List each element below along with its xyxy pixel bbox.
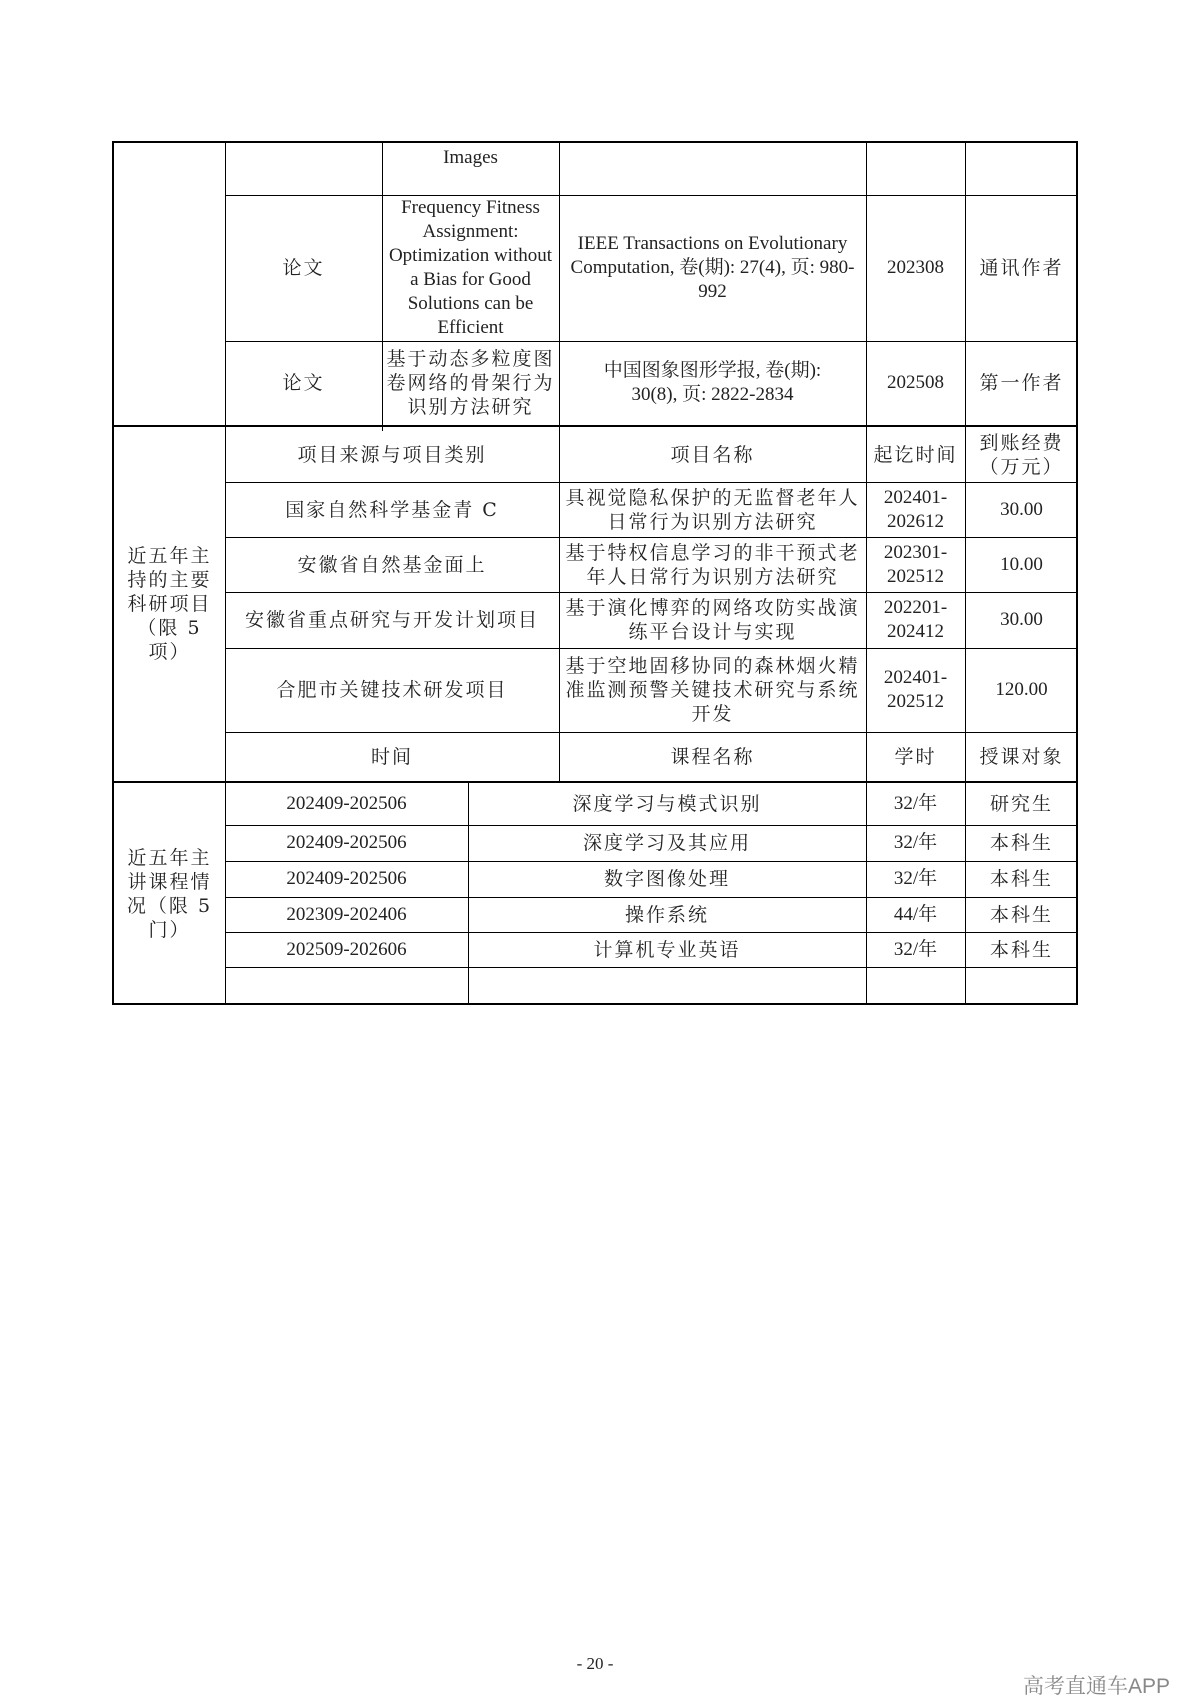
project-name: 基于演化博弈的网络攻防实战演练平台设计与实现	[565, 597, 860, 643]
page-number: - 20 -	[576, 1654, 614, 1673]
course-time: 202409-202506	[286, 832, 407, 853]
course-time: 202409-202506	[286, 868, 407, 889]
paper-venue: 中国图象图形学报, 卷(期): 30(8), 页: 2822-2834	[603, 360, 822, 405]
paper-date: 202508	[887, 372, 944, 393]
course-hours: 44/年	[893, 903, 938, 925]
course-hours: 32/年	[893, 938, 938, 960]
projects-section-label: 近五年主持的主要科研项目（限 5 项）	[127, 545, 212, 663]
course-hours: 32/年	[893, 793, 938, 814]
course-name: 深度学习及其应用	[582, 832, 751, 854]
project-name: 基于特权信息学习的非干预式老年人日常行为识别方法研究	[565, 541, 860, 588]
project-source: 国家自然科学基金青 C	[285, 498, 499, 521]
courses-header-hours: 学时	[894, 745, 937, 768]
course-time: 202409-202506	[286, 793, 407, 814]
project-period: 202401-202512	[883, 667, 948, 712]
courses-header-audience: 授课对象	[979, 745, 1064, 768]
project-funding: 30.00	[1000, 498, 1043, 520]
projects-header-funding: 到账经费（万元）	[979, 431, 1064, 478]
courses-section-label: 近五年主讲课程情况（限 5 门）	[126, 847, 213, 941]
project-source: 合肥市关键技术研发项目	[276, 679, 508, 701]
project-period: 202201-202412	[883, 597, 948, 642]
projects-header-source: 项目来源与项目类别	[297, 443, 487, 466]
paper-type: 论文	[282, 257, 325, 279]
paper-role: 通讯作者	[979, 257, 1064, 279]
project-funding: 10.00	[1000, 553, 1043, 575]
project-name: 基于空地固移协同的森林烟火精准监测预警关键技术研究与系统开发	[565, 655, 860, 725]
course-name: 深度学习与模式识别	[572, 793, 762, 815]
course-audience: 本科生	[989, 832, 1053, 854]
paper-title: Images	[443, 147, 498, 168]
row-divider	[225, 967, 1078, 968]
course-audience: 本科生	[989, 903, 1053, 926]
projects-header-name: 项目名称	[670, 443, 755, 466]
paper-title: Frequency Fitness Assignment: Optimization without a Bias for Good Solutions can be Efficient	[388, 197, 553, 338]
course-name: 计算机专业英语	[593, 938, 741, 961]
courses-header-time: 时间	[370, 745, 413, 768]
watermark: 高考直通车APP	[1022, 1675, 1170, 1698]
project-funding: 30.00	[1000, 609, 1043, 630]
paper-venue: IEEE Transactions on Evolutionary Computation, 卷(期): 27(4), 页: 980-992	[570, 233, 855, 302]
project-source: 安徽省自然基金面上	[297, 553, 487, 576]
course-audience: 本科生	[989, 938, 1053, 961]
projects-header-period: 起讫时间	[873, 443, 958, 466]
course-time: 202309-202406	[286, 903, 407, 925]
table-frame	[112, 141, 1078, 1005]
course-time: 202509-202606	[286, 938, 407, 960]
paper-title: 基于动态多粒度图卷网络的骨架行为识别方法研究	[386, 348, 555, 418]
course-name: 操作系统	[624, 903, 709, 926]
project-funding: 120.00	[995, 679, 1048, 700]
course-audience: 研究生	[989, 793, 1053, 815]
course-name: 数字图像处理	[603, 868, 730, 890]
course-audience: 本科生	[989, 868, 1053, 890]
paper-role: 第一作者	[979, 372, 1064, 394]
course-hours: 32/年	[893, 868, 938, 889]
project-period: 202401-202612	[883, 486, 948, 532]
project-name: 具视觉隐私保护的无监督老年人日常行为识别方法研究	[565, 486, 860, 533]
project-source: 安徽省重点研究与开发计划项目	[244, 609, 539, 631]
course-hours: 32/年	[893, 832, 938, 853]
project-period: 202301-202512	[883, 541, 948, 587]
courses-header-name: 课程名称	[670, 745, 755, 768]
paper-date: 202308	[887, 257, 944, 278]
paper-type: 论文	[282, 372, 325, 394]
